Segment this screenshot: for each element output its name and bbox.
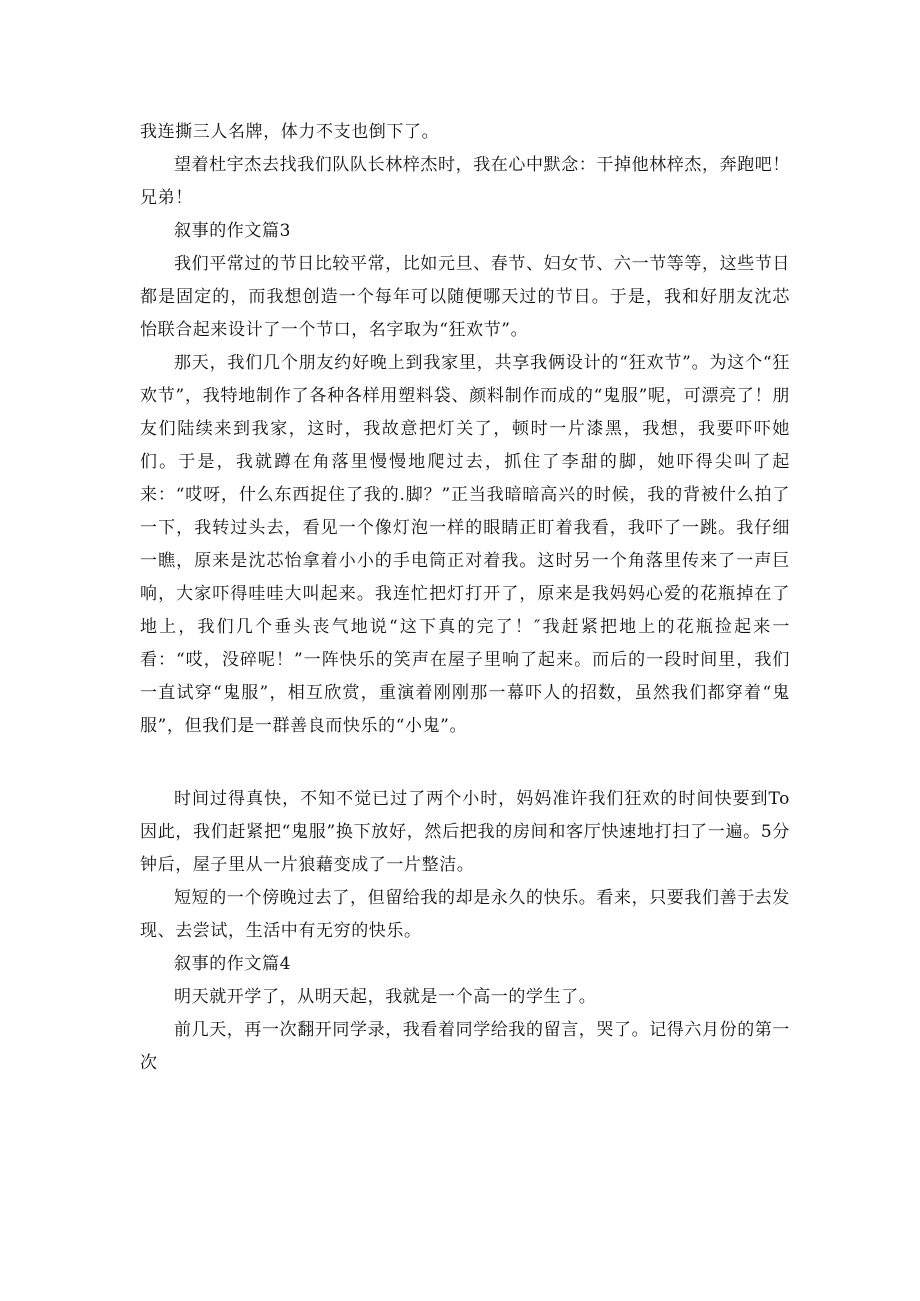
document-body [140,116,790,1080]
section-heading-4: 叙事的作文篇4 [174,954,292,974]
paragraph-gap [140,743,790,783]
paragraph-festival-intro: 我们平常过的节日比较平常，比如元旦、春节、妇女节、六一节等等，这些节日都是固定的，而我想创造一个每年可以随便哪天过的节日。于是，我和好朋友沈芯怡联合起来设计了一个节口，名字取为“狂欢节”。 [140,254,790,340]
section-heading-3: 叙事的作文篇3 [174,221,292,241]
paragraph-festival-night: 那天，我们几个朋友约好晚上到我家里，共享我俩设计的“狂欢节”。为这个“狂欢节”，我特地制作了各种各样用塑料袋、颜料制作而成的“鬼服”呢，可漂亮了！朋友们陆续来到我家，这时，我故意把灯关了，顿时一片漆黑，我想，我要吓吓她们。于是，我就蹲在角落里慢慢地爬过去，抓住了李甜的脚，她吓得尖叫了起来：“哎呀，什么东西捉住了我的.脚？”正当我暗暗高兴的时候，我的背被什么拍了一下，我转过头去，看见一个像灯泡一样的眼睛正盯着我看，我吓了一跳。我仔细一瞧，原来是沈芯怡拿着小小的手电筒正对着我。这时另一个角落里传来了一声巨响，大家吓得哇哇大叫起来。我连忙把灯打开了，原来是我妈妈心爱的花瓶掉在了地上，我们几个垂头丧气地说“这下真的完了！″我赶紧把地上的花瓶捡起来一看：“哎，没碎呢！”一阵快乐的笑声在屋子里响了起来。而后的一段时间里，我们一直试穿“鬼服”，相互欣赏，重演着刚刚那一幕吓人的招数，虽然我们都穿着“鬼服”，但我们是一群善良而快乐的“小鬼”。 [140,353,790,736]
paragraph-lasting-joy: 短短的一个傍晚过去了，但留给我的却是永久的快乐。看来，只要我们善于去发现、去尝试，生活中有无穷的快乐。 [140,888,790,941]
paragraph-yearbook: 前几天，再一次翻开同学录，我看着同学给我的留言，哭了。记得六月份的第一次 [140,1020,790,1073]
paragraph-school-starts: 明天就开学了，从明天起，我就是一个高一的学生了。 [174,987,597,1007]
paragraph-fall-down: 我连撕三人名牌，体力不支也倒下了。 [140,122,440,142]
paragraph-run-brother: 望着杜宇杰去找我们队队长林梓杰时，我在心中默念：干掉他林梓杰，奔跑吧！兄弟！ [140,155,790,208]
paragraph-time-flies: 时间过得真快，不知不觉已过了两个小时，妈妈准许我们狂欢的时间快要到To因此，我们赶紧把“鬼服”换下放好，然后把我的房间和客厅快速地打扫了一遍。5分钟后，屋子里从一片狼藉变成了一片整洁。 [140,789,790,875]
